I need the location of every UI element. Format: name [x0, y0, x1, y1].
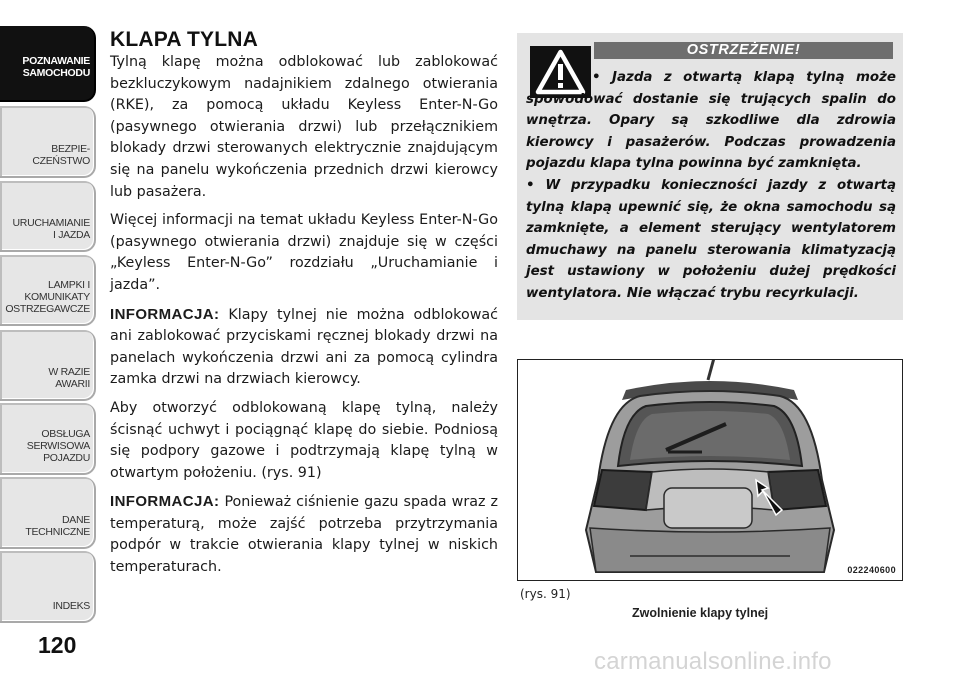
watermark: carmanualsonline.info: [594, 648, 832, 675]
note-paragraph: [110, 491, 498, 578]
note-label: INFORMACJA:: [110, 305, 220, 323]
car-rear-illustration: [518, 360, 902, 580]
tab-label: OBSŁUGA SERWISOWA POJAZDU: [26, 428, 90, 464]
note-label: INFORMACJA:: [110, 493, 220, 511]
tab-label: BEZPIE- CZEŃSTWO: [32, 143, 90, 167]
tab-bezpieczenstwo[interactable]: [0, 106, 96, 178]
figure-rear-liftgate: [517, 359, 903, 581]
paragraph: Więcej informacji na temat układu Keyless Enter-N-Go (pasywnego otwierania drzwi) znajduje się w części „Keyless Enter-N-Go” rozdziału „Uruchamianie i jazda”.: [110, 212, 498, 293]
tab-label: W RAZIE AWARII: [48, 366, 90, 390]
tab-label: URUCHAMIANIE I JAZDA: [12, 217, 90, 241]
tab-uruchamianie-i-jazda[interactable]: [0, 181, 96, 252]
warning-title-bar: [594, 42, 893, 59]
figure-reference: (rys. 91): [520, 587, 571, 601]
section-heading: KLAPA TYLNA: [110, 28, 259, 51]
tab-label: POZNAWANIE SAMOCHODU: [22, 55, 90, 79]
tab-poznawanie-samochodu[interactable]: [0, 26, 96, 102]
warning-item: • Jazda z otwartą klapą tylną może spowodować dostanie się trujących spalin do wnętrza. Opary są szkodliwe dla zdrowia kierowcy i pasażerów. Podczas prowadzenia pojazdu klapa tylna powinna być zamknięta.: [526, 70, 896, 172]
tab-dane-techniczne[interactable]: [0, 477, 96, 549]
tab-w-razie-awarii[interactable]: [0, 330, 96, 401]
page-number: 120: [38, 632, 77, 658]
figure-code: 022240600: [847, 565, 896, 575]
tab-label: LAMPKI I KOMUNIKATY OSTRZEGAWCZE: [5, 279, 90, 315]
paragraph: Aby otworzyć odblokowaną klapę tylną, należy ścisnąć uchwyt i pociągnąć klapę do siebie. Podniosą się podpory gazowe i podtrzymają klapę tylną w otwartym położeniu. (rys. 91): [110, 399, 498, 481]
tab-indeks[interactable]: [0, 551, 96, 623]
note-paragraph: [110, 304, 498, 391]
tab-label: DANE TECHNICZNE: [25, 514, 90, 538]
warning-item: • W przypadku konieczności jazdy z otwartą tylną klapą upewnić się, że okna samochodu są zamknięte, a element sterujący wentylatorem dmuchawy na panelu sterowania klimatyzacją jest ustawiony w położeniu dużej prędkości wentylatora. Nie włączać trybu recyrkulacji.: [526, 177, 896, 301]
warning-box: [517, 33, 903, 320]
warning-title: OSTRZEŻENIE!: [686, 42, 801, 58]
tab-obsluga-serwisowa[interactable]: [0, 403, 96, 475]
note-text: Klapy tylnej nie można odblokować ani zablokować przyciskami ręcznej blokady drzwi na panelach wykończenia drzwi ani za pomocą cylindra zamka drzwi na drzwiach kierowcy.: [110, 306, 499, 388]
warning-text: [526, 67, 896, 305]
note-text: Ponieważ ciśnienie gazu spada wraz z temperaturą, może zajść potrzeba przytrzymania podpór w trakcie otwierania klapy tylnej w niskich temperaturach.: [110, 494, 498, 576]
tab-label: INDEKS: [52, 600, 90, 612]
figure-caption: Zwolnienie klapy tylnej: [632, 606, 769, 620]
paragraph: Tylną klapę można odblokować lub zablokować bezkluczykowym nadajnikiem zdalnego otwierania (RKE), za pomocą układu Keyless Enter-N-Go (pasywnego otwierania drzwi) lub przełącznikiem blokady drzwi sterowanych elektrycznie znajdującym się na panelu wykończenia przednich drzwi kierowcy lub pasażera.: [110, 54, 498, 200]
main-text-column: [110, 28, 498, 586]
tab-lampki-i-komunikaty[interactable]: [0, 255, 96, 326]
